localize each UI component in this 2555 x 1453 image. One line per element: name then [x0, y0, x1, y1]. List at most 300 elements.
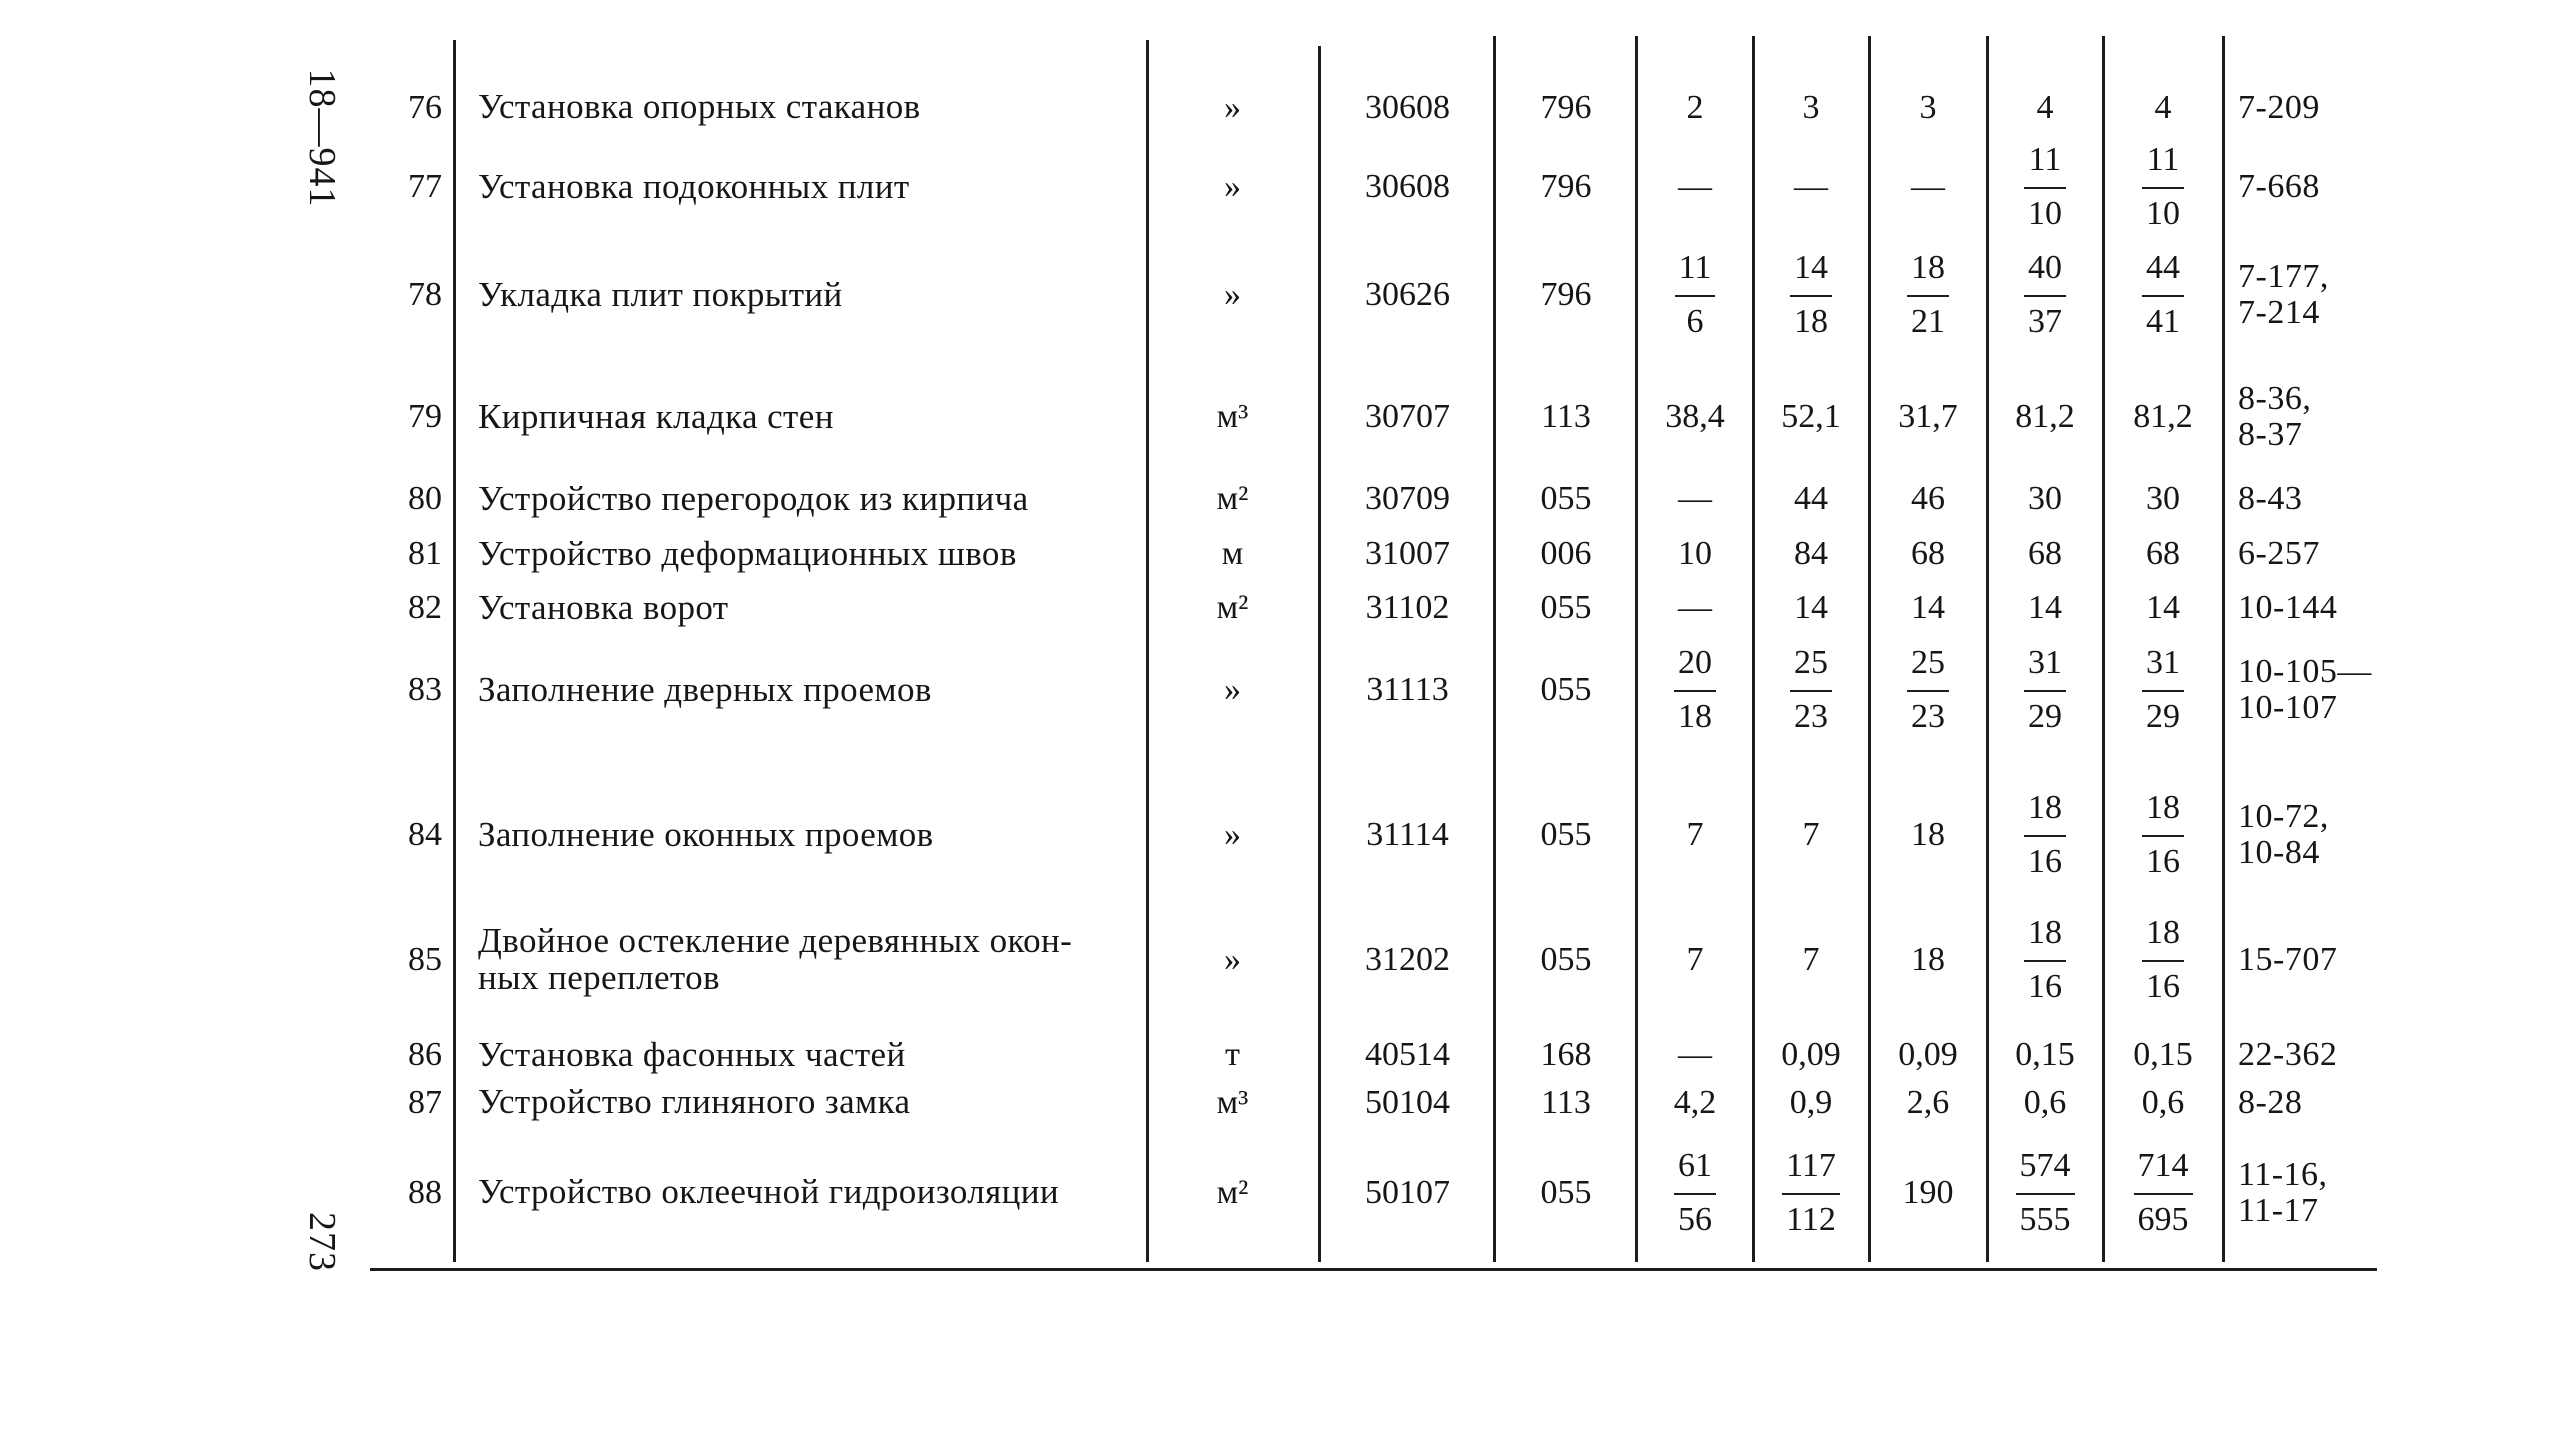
table-row [0, 1135, 2555, 1250]
cell-v3 [1872, 147, 1984, 227]
cell-value: 30608 [1365, 168, 1450, 206]
fraction-bar [1674, 690, 1716, 692]
cell-value: 4,2 [1673, 1083, 1717, 1121]
cell-no [370, 770, 442, 900]
cell-mcode [1500, 240, 1632, 350]
denominator: 56 [1678, 1200, 1712, 1238]
cell-ref [2238, 147, 2378, 227]
cell-v2 [1756, 1080, 1866, 1125]
cell-value: 18 [1911, 816, 1945, 854]
denominator: 112 [1786, 1200, 1836, 1238]
cell-v1 [1640, 900, 1750, 1020]
cell-value: 0,15 [2015, 1036, 2075, 1074]
cell-value: » [1224, 88, 1241, 126]
table-bottom-rule [370, 1268, 2377, 1271]
fraction-value [2016, 1148, 2075, 1237]
cell-value: 31202 [1365, 941, 1450, 979]
cell-value: 30707 [1365, 398, 1450, 436]
cell-value: 113 [1541, 398, 1591, 436]
cell-v5 [2106, 1135, 2220, 1250]
denominator: 21 [1911, 303, 1945, 340]
cell-value: — [1794, 168, 1828, 206]
cell-v4 [1990, 70, 2100, 145]
numerator: 25 [1911, 644, 1945, 682]
cell-name [478, 900, 1143, 1020]
cell-value: 7 [1686, 941, 1704, 979]
cell-value: 0,09 [1898, 1036, 1958, 1074]
work-name-line: ных переплетов [478, 958, 720, 997]
cell-name [478, 584, 1143, 632]
fraction-value [2024, 250, 2066, 339]
cell-value: 3 [1919, 88, 1937, 126]
fraction-value [2024, 915, 2066, 1004]
cell-no [370, 70, 442, 145]
cell-v3 [1872, 70, 1984, 145]
cell-code [1325, 770, 1490, 900]
table-row [0, 1080, 2555, 1125]
cell-v1 [1640, 1080, 1750, 1125]
cell-value: м [1221, 535, 1244, 573]
cell-v4 [1990, 362, 2100, 472]
denominator: 23 [1794, 698, 1828, 735]
cell-v5 [2106, 362, 2220, 472]
cell-v4 [1990, 900, 2100, 1020]
row-number: 88 [408, 1173, 442, 1211]
cell-code [1325, 1080, 1490, 1125]
cell-value: 055 [1540, 589, 1592, 627]
fraction-value [1782, 1148, 1840, 1237]
table-row [0, 70, 2555, 145]
norm-reference-line: 7-209 [2238, 88, 2320, 126]
cell-value: 31,7 [1898, 398, 1958, 436]
norm-reference-line: 6-257 [2238, 535, 2320, 573]
cell-v5 [2106, 900, 2220, 1020]
cell-value: 68 [1911, 535, 1945, 573]
cell-v5 [2106, 478, 2220, 520]
cell-value: 0,9 [1789, 1083, 1833, 1121]
cell-ref [2238, 1080, 2378, 1125]
cell-v2 [1756, 770, 1866, 900]
cell-code [1325, 362, 1490, 472]
denominator: 29 [2146, 698, 2180, 735]
cell-v3 [1872, 1135, 1984, 1250]
cell-value: » [1224, 941, 1241, 979]
fraction-bar [2142, 295, 2184, 297]
cell-v3 [1872, 478, 1984, 520]
cell-value: 4 [2154, 88, 2172, 126]
cell-v5 [2106, 640, 2220, 740]
cell-ref [2238, 770, 2378, 900]
cell-mcode [1500, 1080, 1632, 1125]
table-row [0, 584, 2555, 632]
work-name-line: Устройство перегородок из кирпича [478, 478, 1029, 518]
numerator: 31 [2146, 644, 2180, 682]
numerator: 18 [2028, 789, 2062, 827]
cell-v1 [1640, 770, 1750, 900]
cell-ref [2238, 1135, 2378, 1250]
cell-v2 [1756, 478, 1866, 520]
page-code: 18—941 [301, 68, 343, 208]
work-name-line: Установка ворот [478, 587, 729, 627]
work-name-line: Двойное остекление деревянных окон- [478, 921, 1073, 961]
fraction-value [1674, 645, 1716, 734]
norm-reference-line: 8-37 [2238, 416, 2303, 453]
fraction-bar [1674, 1193, 1716, 1195]
cell-value: м² [1216, 480, 1249, 518]
norm-reference-line: 10-144 [2238, 589, 2338, 627]
cell-value: 40514 [1365, 1036, 1450, 1074]
cell-mcode [1500, 147, 1632, 227]
cell-mcode [1500, 770, 1632, 900]
cell-v3 [1872, 530, 1984, 578]
cell-ref [2238, 478, 2378, 520]
cell-mcode [1500, 584, 1632, 632]
norm-reference-line: 10-105— [2238, 653, 2372, 691]
cell-name [478, 147, 1143, 227]
cell-unit [1160, 70, 1305, 145]
work-name-line: Заполнение дверных проемов [478, 669, 932, 709]
cell-value: 14 [1911, 589, 1945, 627]
cell-value: 44 [1794, 480, 1828, 518]
cell-value: 14 [1794, 589, 1828, 627]
work-name-line: Устройство глиняного замка [478, 1082, 911, 1122]
cell-name [478, 1135, 1143, 1250]
cell-value: — [1678, 480, 1712, 518]
cell-v4 [1990, 141, 2100, 232]
work-name-line: Установка подоконных плит [478, 166, 910, 206]
cell-code [1325, 1035, 1490, 1075]
cell-value: 2 [1686, 88, 1704, 126]
cell-value: 796 [1540, 276, 1592, 314]
cell-no [370, 1080, 442, 1125]
cell-value: 31102 [1365, 589, 1450, 627]
norm-reference-line: 10-72, [2238, 798, 2329, 836]
denominator: 18 [1794, 303, 1828, 340]
fraction-bar [1790, 690, 1832, 692]
numerator: 714 [2137, 1146, 2189, 1184]
cell-no [370, 640, 442, 740]
cell-value: м² [1216, 589, 1249, 627]
table-row [0, 141, 2555, 232]
table-row [0, 900, 2555, 1020]
work-name-line: Установка фасонных частей [478, 1034, 906, 1074]
cell-value: 055 [1540, 671, 1592, 709]
norm-reference-line: 8-36, [2238, 380, 2312, 418]
cell-value: — [1911, 168, 1945, 206]
cell-code [1325, 70, 1490, 145]
cell-code [1325, 147, 1490, 227]
fraction-bar [2142, 960, 2184, 962]
fraction-bar [2024, 690, 2066, 692]
cell-value: м³ [1216, 398, 1249, 436]
cell-value: м³ [1216, 1083, 1249, 1121]
fraction-bar [1907, 690, 1949, 692]
cell-value: 055 [1540, 1173, 1592, 1211]
fraction-bar [2142, 835, 2184, 837]
denominator: 18 [1678, 698, 1712, 735]
cell-v1 [1640, 70, 1750, 145]
cell-mcode [1500, 478, 1632, 520]
cell-v4 [1990, 530, 2100, 578]
cell-value: » [1224, 671, 1241, 709]
cell-v1 [1640, 1135, 1750, 1250]
norm-reference-line: 8-43 [2238, 480, 2303, 518]
denominator: 695 [2137, 1200, 2189, 1238]
cell-value: т [1225, 1036, 1240, 1074]
numerator: 14 [1794, 249, 1828, 287]
cell-value: » [1224, 816, 1241, 854]
cell-value: 50104 [1365, 1083, 1450, 1121]
cell-value: — [1678, 168, 1712, 206]
cell-name [478, 240, 1143, 350]
denominator: 10 [2028, 195, 2062, 232]
norm-reference-line: 7-177, [2238, 258, 2329, 296]
cell-v4 [1990, 478, 2100, 520]
row-number: 81 [408, 535, 442, 573]
cell-value: 46 [1911, 480, 1945, 518]
numerator: 117 [1786, 1146, 1836, 1184]
cell-v1 [1640, 640, 1750, 740]
cell-v1 [1640, 1035, 1750, 1075]
cell-value: 0,09 [1781, 1036, 1841, 1074]
cell-v4 [1990, 1135, 2100, 1250]
fraction-bar [1790, 295, 1832, 297]
fraction-value [2134, 1148, 2193, 1237]
cell-value: м² [1216, 1173, 1249, 1211]
norm-reference-line: 10-84 [2238, 834, 2320, 871]
row-number: 82 [408, 589, 442, 627]
cell-v1 [1640, 530, 1750, 578]
cell-value: 7 [1802, 816, 1820, 854]
row-number: 85 [408, 941, 442, 979]
cell-value: 38,4 [1665, 398, 1725, 436]
cell-ref [2238, 584, 2378, 632]
cell-v3 [1872, 584, 1984, 632]
cell-code [1325, 478, 1490, 520]
cell-v2 [1756, 640, 1866, 740]
cell-name [478, 640, 1143, 740]
fraction-value [1907, 250, 1949, 339]
cell-value: 055 [1540, 816, 1592, 854]
cell-v3 [1872, 900, 1984, 1020]
cell-value: 168 [1540, 1036, 1592, 1074]
cell-name [478, 770, 1143, 900]
denominator: 6 [1686, 303, 1704, 340]
cell-value: 30709 [1365, 480, 1450, 518]
fraction-value [2024, 645, 2066, 734]
cell-value: — [1678, 589, 1712, 627]
cell-value: 4 [2036, 88, 2054, 126]
cell-value: » [1224, 276, 1241, 314]
row-number: 78 [408, 276, 442, 314]
fraction-bar [2024, 835, 2066, 837]
cell-ref [2238, 1035, 2378, 1075]
cell-value: 14 [2028, 589, 2062, 627]
cell-v1 [1640, 147, 1750, 227]
row-number: 77 [408, 168, 442, 206]
numerator: 18 [1911, 249, 1945, 287]
cell-unit [1160, 362, 1305, 472]
cell-unit [1160, 530, 1305, 578]
fraction-bar [2024, 187, 2066, 189]
fraction-bar [2142, 187, 2184, 189]
denominator: 41 [2146, 303, 2180, 340]
numerator: 61 [1678, 1146, 1712, 1184]
table-row [0, 770, 2555, 900]
numerator: 18 [2146, 789, 2180, 827]
numerator: 31 [2028, 644, 2062, 682]
fraction-bar [2134, 1193, 2193, 1195]
numerator: 574 [2019, 1146, 2071, 1184]
table-row [0, 362, 2555, 472]
cell-name [478, 478, 1143, 520]
denominator: 37 [2028, 303, 2062, 340]
cell-unit [1160, 640, 1305, 740]
cell-code [1325, 240, 1490, 350]
cell-v5 [2106, 1080, 2220, 1125]
denominator: 16 [2146, 968, 2180, 1005]
cell-value: 055 [1540, 480, 1592, 518]
cell-v4 [1990, 584, 2100, 632]
cell-v4 [1990, 240, 2100, 350]
cell-v1 [1640, 362, 1750, 472]
numerator: 25 [1794, 644, 1828, 682]
cell-no [370, 362, 442, 472]
cell-ref [2238, 70, 2378, 145]
cell-v3 [1872, 362, 1984, 472]
cell-v1 [1640, 584, 1750, 632]
cell-code [1325, 530, 1490, 578]
work-name-line: Заполнение оконных проемов [478, 814, 934, 854]
fraction-value [1907, 645, 1949, 734]
cell-value: 0,15 [2133, 1036, 2193, 1074]
cell-name [478, 1080, 1143, 1125]
denominator: 16 [2028, 843, 2062, 880]
cell-value: 796 [1540, 168, 1592, 206]
cell-value: 30 [2028, 480, 2062, 518]
cell-ref [2238, 900, 2378, 1020]
cell-v5 [2106, 530, 2220, 578]
cell-value: 81,2 [2015, 398, 2075, 436]
fraction-value [2142, 645, 2184, 734]
cell-v2 [1756, 1035, 1866, 1075]
cell-no [370, 900, 442, 1020]
fraction-bar [2024, 295, 2066, 297]
cell-v4 [1990, 640, 2100, 740]
cell-v2 [1756, 362, 1866, 472]
table-row [0, 478, 2555, 520]
fraction-value [2024, 142, 2066, 231]
cell-value: 006 [1540, 535, 1592, 573]
fraction-value [1675, 250, 1716, 339]
cell-v3 [1872, 1035, 1984, 1075]
cell-value: 055 [1540, 941, 1592, 979]
numerator: 18 [2146, 914, 2180, 952]
cell-unit [1160, 147, 1305, 227]
cell-value: 50107 [1365, 1173, 1450, 1211]
row-number: 76 [408, 88, 442, 126]
cell-ref [2238, 240, 2378, 350]
numerator: 11 [2146, 141, 2180, 179]
cell-v5 [2106, 1035, 2220, 1075]
cell-value: 2,6 [1906, 1083, 1950, 1121]
cell-v2 [1756, 70, 1866, 145]
cell-value: 0,6 [2141, 1083, 2185, 1121]
fraction-value [1790, 250, 1832, 339]
cell-value: 796 [1540, 88, 1592, 126]
work-name-line: Кирпичная кладка стен [478, 396, 834, 436]
fraction-value [1790, 645, 1832, 734]
numerator: 20 [1678, 644, 1712, 682]
fraction-value [2142, 250, 2184, 339]
cell-ref [2238, 530, 2378, 578]
numerator: 11 [2028, 141, 2062, 179]
cell-mcode [1500, 70, 1632, 145]
cell-value: 81,2 [2133, 398, 2193, 436]
cell-value: 84 [1794, 535, 1828, 573]
denominator: 555 [2019, 1200, 2071, 1238]
cell-value: 31114 [1366, 816, 1449, 854]
cell-value: 52,1 [1781, 398, 1841, 436]
cell-unit [1160, 478, 1305, 520]
cell-value: 31007 [1365, 535, 1450, 573]
cell-no [370, 1035, 442, 1075]
row-number: 80 [408, 480, 442, 518]
cell-code [1325, 640, 1490, 740]
cell-mcode [1500, 640, 1632, 740]
fraction-bar [2142, 690, 2184, 692]
cell-value: 7 [1686, 816, 1704, 854]
norm-reference-line: 7-214 [2238, 294, 2320, 331]
cell-code [1325, 900, 1490, 1020]
cell-value: 3 [1802, 88, 1820, 126]
cell-unit [1160, 900, 1305, 1020]
cell-mcode [1500, 530, 1632, 578]
denominator: 16 [2028, 968, 2062, 1005]
cell-v5 [2106, 240, 2220, 350]
cell-value: 31113 [1366, 671, 1449, 709]
cell-v2 [1756, 530, 1866, 578]
cell-no [370, 240, 442, 350]
fraction-bar [1907, 295, 1949, 297]
row-number: 83 [408, 671, 442, 709]
cell-value: 113 [1541, 1083, 1591, 1121]
cell-value: 30 [2146, 480, 2180, 518]
cell-v2 [1756, 240, 1866, 350]
cell-no [370, 478, 442, 520]
cell-value: 7 [1802, 941, 1820, 979]
cell-unit [1160, 240, 1305, 350]
cell-v3 [1872, 240, 1984, 350]
cell-v2 [1756, 584, 1866, 632]
cell-v5 [2106, 770, 2220, 900]
cell-value: 14 [2146, 589, 2180, 627]
cell-value: 30608 [1365, 88, 1450, 126]
cell-mcode [1500, 1035, 1632, 1075]
cell-code [1325, 584, 1490, 632]
cell-unit [1160, 1035, 1305, 1075]
cell-value: 190 [1902, 1173, 1954, 1211]
cell-value: 18 [1911, 941, 1945, 979]
table-row [0, 1035, 2555, 1075]
numerator: 44 [2146, 249, 2180, 287]
fraction-bar [1782, 1193, 1840, 1195]
cell-name [478, 70, 1143, 145]
cell-no [370, 1135, 442, 1250]
cell-v4 [1990, 1035, 2100, 1075]
cell-ref [2238, 640, 2378, 740]
numerator: 18 [2028, 914, 2062, 952]
